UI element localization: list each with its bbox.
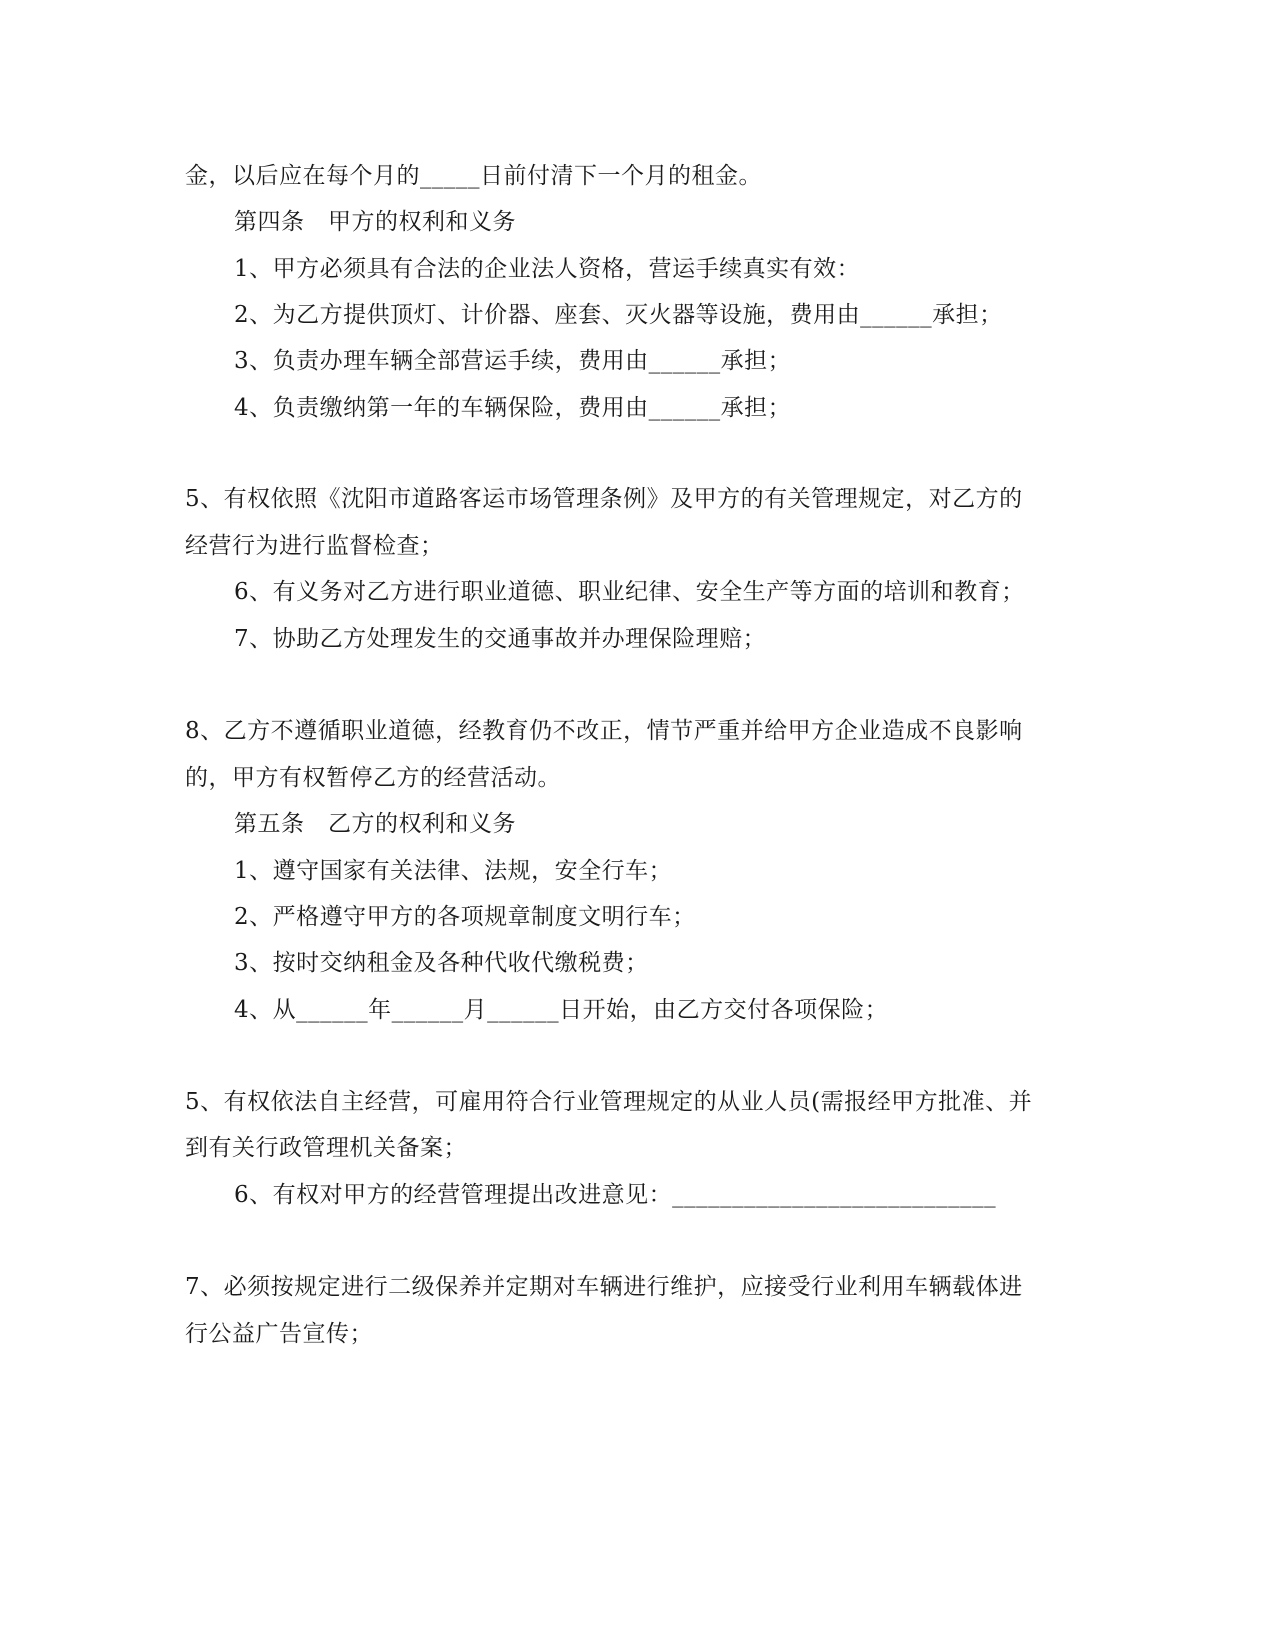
article-4-heading: 第四条 甲方的权利和义务 [234, 209, 516, 235]
article-4-item-1: 1、甲方必须具有合法的企业法人资格，营运手续真实有效： [234, 256, 861, 282]
article-4-item-7: 7、协助乙方处理发生的交通事故并办理保险理赔； [234, 626, 767, 652]
article-4-item-6: 6、有义务对乙方进行职业道德、职业纪律、安全生产等方面的培训和教育； [234, 579, 1025, 605]
article-5-item-7-line-1: 7、必须按规定进行二级保养并定期对车辆进行维护，应接受行业利用车辆载体进 [185, 1274, 1023, 1300]
article-5-item-5-line-1: 5、有权依法自主经营，可雇用符合行业管理规定的从业人员(需报经甲方批准、并 [185, 1089, 1033, 1115]
article-4-item-5-line-1: 5、有权依照《沈阳市道路客运市场管理条例》及甲方的有关管理规定，对乙方的 [185, 486, 1023, 512]
article-5-heading: 第五条 乙方的权利和义务 [234, 811, 516, 837]
article-5-item-3: 3、按时交纳租金及各种代收代缴税费； [234, 950, 649, 976]
article-5-item-1: 1、遵守国家有关法律、法规，安全行车； [234, 858, 673, 884]
article-5-item-4: 4、从______年______月______日开始，由乙方交付各项保险； [234, 997, 889, 1023]
paragraph-rent-payment-continuation: 金，以后应在每个月的_____日前付清下一个月的租金。 [185, 163, 762, 189]
article-5-item-6: 6、有权对甲方的经营管理提出改进意见：___________________________ [234, 1182, 997, 1208]
article-4-item-8-line-1: 8、乙方不遵循职业道德，经教育仍不改正，情节严重并给甲方企业造成不良影响 [185, 718, 1023, 744]
article-4-item-3: 3、负责办理车辆全部营运手续，费用由______承担； [234, 348, 792, 374]
article-5-item-7-line-2: 行公益广告宣传； [185, 1321, 373, 1347]
article-4-item-5-line-2: 经营行为进行监督检查； [185, 533, 444, 559]
article-4-item-2: 2、为乙方提供顶灯、计价器、座套、灭火器等设施，费用由______承担； [234, 302, 1003, 328]
article-4-item-4: 4、负责缴纳第一年的车辆保险，费用由______承担； [234, 395, 792, 421]
article-5-item-2: 2、严格遵守甲方的各项规章制度文明行车； [234, 904, 696, 930]
article-4-item-8-line-2: 的，甲方有权暂停乙方的经营活动。 [185, 765, 561, 791]
article-5-item-5-line-2: 到有关行政管理机关备案； [185, 1135, 467, 1161]
